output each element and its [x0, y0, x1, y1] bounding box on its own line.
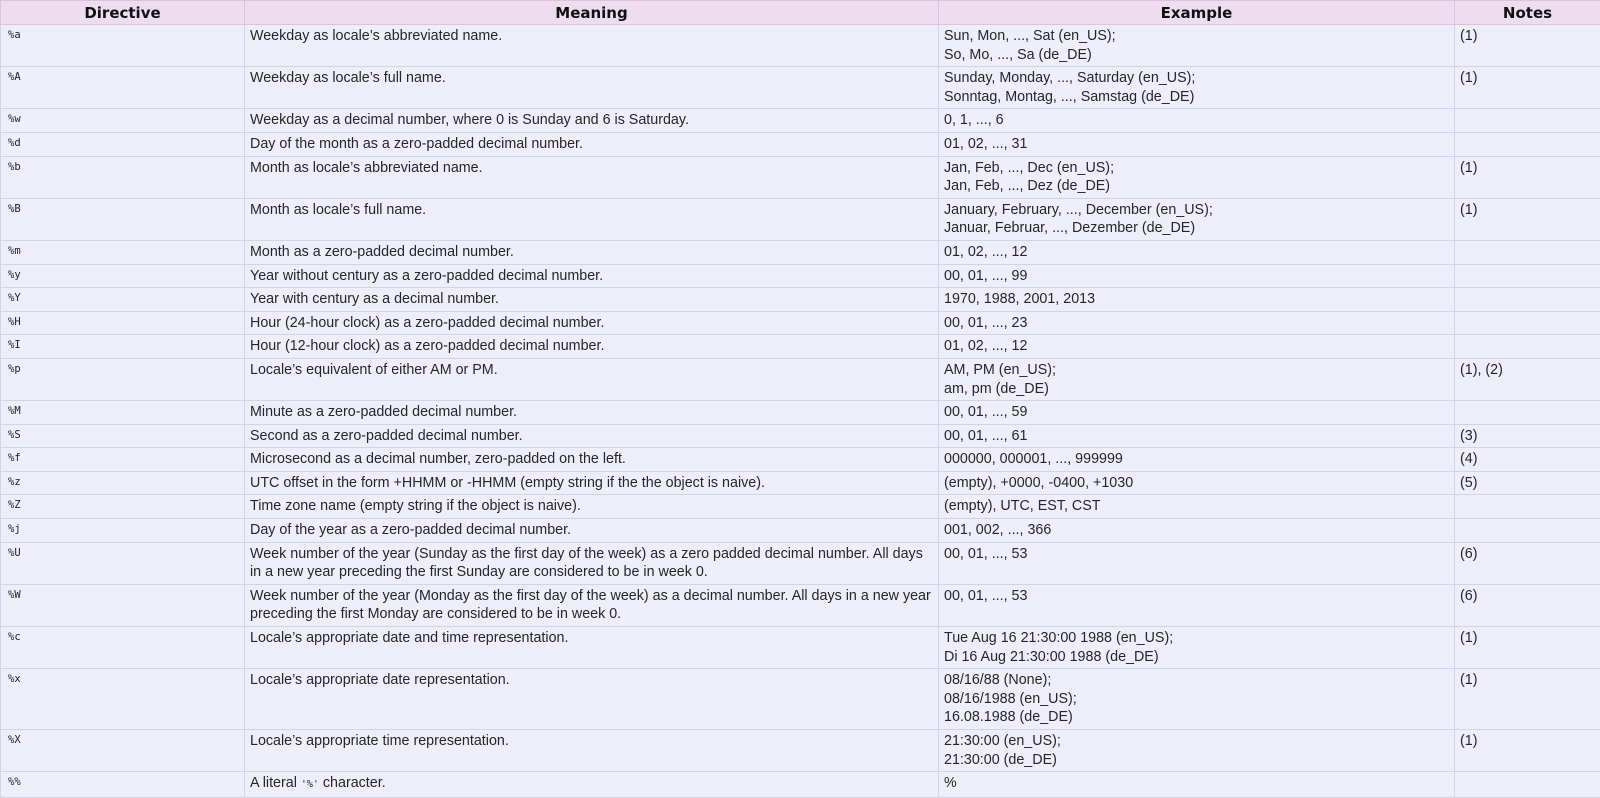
directive-notes: (6) — [1455, 542, 1600, 584]
table-row — [1, 198, 1600, 240]
table-row — [1, 448, 1600, 472]
example-line: 01, 02, ..., 31 — [944, 135, 1449, 154]
directive-example — [939, 401, 1455, 425]
directive-meaning: Day of the month as a zero-padded decimal number. — [245, 132, 939, 156]
directive-code: %c — [1, 627, 245, 669]
directive-example — [939, 627, 1455, 669]
directive-example — [939, 542, 1455, 584]
directive-meaning: Month as locale’s abbreviated name. — [245, 156, 939, 198]
literal-code: '%' — [301, 779, 319, 790]
table-row — [1, 627, 1600, 669]
directive-notes — [1455, 240, 1600, 264]
directive-code: %d — [1, 132, 245, 156]
directive-example — [939, 288, 1455, 312]
directive-meaning: Second as a zero-padded decimal number. — [245, 424, 939, 448]
example-line: (empty), +0000, -0400, +1030 — [944, 474, 1449, 493]
table-row — [1, 288, 1600, 312]
example-line: So, Mo, ..., Sa (de_DE) — [944, 46, 1449, 65]
directive-meaning: Weekday as locale’s full name. — [245, 67, 939, 109]
directive-notes — [1455, 772, 1600, 798]
directive-code: %I — [1, 335, 245, 359]
table-row — [1, 495, 1600, 519]
example-line: 1970, 1988, 2001, 2013 — [944, 290, 1449, 309]
example-line: am, pm (de_DE) — [944, 380, 1449, 399]
header-notes: Notes — [1455, 1, 1600, 25]
directive-notes: (1) — [1455, 669, 1600, 730]
table-row — [1, 264, 1600, 288]
table-row — [1, 542, 1600, 584]
directive-meaning: Year without century as a zero-padded decimal number. — [245, 264, 939, 288]
directive-code: %x — [1, 669, 245, 730]
meaning-text: A literal — [250, 775, 301, 791]
directive-example — [939, 132, 1455, 156]
directive-code: %m — [1, 240, 245, 264]
example-line: 01, 02, ..., 12 — [944, 243, 1449, 262]
directive-meaning: Locale’s appropriate time representation. — [245, 730, 939, 772]
directive-code: %W — [1, 584, 245, 626]
directive-example — [939, 335, 1455, 359]
directive-meaning: Microsecond as a decimal number, zero-padded on the left. — [245, 448, 939, 472]
directive-meaning: Time zone name (empty string if the object is naive). — [245, 495, 939, 519]
table-row — [1, 730, 1600, 772]
header-directive: Directive — [1, 1, 245, 25]
directive-code: %j — [1, 519, 245, 543]
directive-code: %b — [1, 156, 245, 198]
directive-notes — [1455, 264, 1600, 288]
directive-meaning: Hour (24-hour clock) as a zero-padded decimal number. — [245, 311, 939, 335]
directive-meaning: UTC offset in the form +HHMM or -HHMM (empty string if the the object is naive). — [245, 471, 939, 495]
table-header — [1, 1, 1600, 25]
directive-code: %U — [1, 542, 245, 584]
example-line: Jan, Feb, ..., Dec (en_US); — [944, 159, 1449, 178]
directive-meaning: Year with century as a decimal number. — [245, 288, 939, 312]
directive-meaning: Hour (12-hour clock) as a zero-padded decimal number. — [245, 335, 939, 359]
directive-example — [939, 156, 1455, 198]
table-row — [1, 772, 1600, 798]
meaning-text: character. — [319, 775, 386, 791]
directive-meaning: Weekday as a decimal number, where 0 is Sunday and 6 is Saturday. — [245, 109, 939, 133]
directive-notes — [1455, 401, 1600, 425]
directive-code: %H — [1, 311, 245, 335]
directive-example — [939, 772, 1455, 798]
directive-code: %S — [1, 424, 245, 448]
example-line: % — [944, 774, 1449, 793]
directive-notes: (1) — [1455, 730, 1600, 772]
directive-code: %z — [1, 471, 245, 495]
directive-code: %M — [1, 401, 245, 425]
example-line: (empty), UTC, EST, CST — [944, 497, 1449, 516]
directive-code: %y — [1, 264, 245, 288]
directive-meaning: Week number of the year (Monday as the first day of the week) as a decimal number. All days in a new year preceding the first Monday are considered to be in week 0. — [245, 584, 939, 626]
directive-example — [939, 264, 1455, 288]
header-example: Example — [939, 1, 1455, 25]
example-line: 0, 1, ..., 6 — [944, 111, 1449, 130]
example-line: 00, 01, ..., 23 — [944, 314, 1449, 333]
table-row — [1, 424, 1600, 448]
table-row — [1, 132, 1600, 156]
directive-example — [939, 240, 1455, 264]
example-line: Januar, Februar, ..., Dezember (de_DE) — [944, 219, 1449, 238]
directive-example — [939, 109, 1455, 133]
directive-example — [939, 448, 1455, 472]
example-line: Sunday, Monday, ..., Saturday (en_US); — [944, 69, 1449, 88]
directive-notes: (1), (2) — [1455, 358, 1600, 400]
directive-example — [939, 730, 1455, 772]
example-line: 00, 01, ..., 61 — [944, 427, 1449, 446]
directive-code: %A — [1, 67, 245, 109]
table-row — [1, 240, 1600, 264]
example-line: 21:30:00 (en_US); — [944, 732, 1449, 751]
directive-code: %X — [1, 730, 245, 772]
example-line: 00, 01, ..., 53 — [944, 587, 1449, 606]
table-row — [1, 25, 1600, 67]
directive-meaning: Week number of the year (Sunday as the first day of the week) as a zero padded decimal number. All days in a new year preceding the first Sunday are considered to be in week 0. — [245, 542, 939, 584]
table-row — [1, 311, 1600, 335]
directive-code: %a — [1, 25, 245, 67]
table-row — [1, 669, 1600, 730]
directive-notes — [1455, 288, 1600, 312]
directive-meaning: Weekday as locale’s abbreviated name. — [245, 25, 939, 67]
table-row — [1, 335, 1600, 359]
directive-meaning: Month as a zero-padded decimal number. — [245, 240, 939, 264]
example-line: Jan, Feb, ..., Dez (de_DE) — [944, 177, 1449, 196]
directive-notes — [1455, 109, 1600, 133]
directive-notes — [1455, 519, 1600, 543]
example-line: Tue Aug 16 21:30:00 1988 (en_US); — [944, 629, 1449, 648]
table-body — [1, 25, 1600, 798]
header-meaning: Meaning — [245, 1, 939, 25]
directive-code: %B — [1, 198, 245, 240]
example-line: 01, 02, ..., 12 — [944, 337, 1449, 356]
example-line: Sun, Mon, ..., Sat (en_US); — [944, 27, 1449, 46]
table-row — [1, 519, 1600, 543]
example-line: 21:30:00 (de_DE) — [944, 751, 1449, 770]
directive-notes: (1) — [1455, 198, 1600, 240]
example-line: 000000, 000001, ..., 999999 — [944, 450, 1449, 469]
table-row — [1, 584, 1600, 626]
directive-code: %% — [1, 772, 245, 798]
directive-notes — [1455, 311, 1600, 335]
directive-example — [939, 519, 1455, 543]
header-row — [1, 1, 1600, 25]
table-row — [1, 109, 1600, 133]
directive-meaning: Month as locale’s full name. — [245, 198, 939, 240]
directive-example — [939, 358, 1455, 400]
directive-notes: (1) — [1455, 627, 1600, 669]
directive-example — [939, 67, 1455, 109]
directive-example — [939, 25, 1455, 67]
directive-meaning: Minute as a zero-padded decimal number. — [245, 401, 939, 425]
directive-code: %w — [1, 109, 245, 133]
directive-meaning: Locale’s appropriate date and time representation. — [245, 627, 939, 669]
example-line: 00, 01, ..., 53 — [944, 545, 1449, 564]
table-row — [1, 156, 1600, 198]
directive-example — [939, 584, 1455, 626]
example-line: 00, 01, ..., 99 — [944, 267, 1449, 286]
example-line: Sonntag, Montag, ..., Samstag (de_DE) — [944, 88, 1449, 107]
directive-meaning: Locale’s appropriate date representation. — [245, 669, 939, 730]
table-row — [1, 67, 1600, 109]
directive-notes: (3) — [1455, 424, 1600, 448]
example-line: 00, 01, ..., 59 — [944, 403, 1449, 422]
directive-notes: (1) — [1455, 156, 1600, 198]
directive-meaning — [245, 772, 939, 798]
directive-notes: (6) — [1455, 584, 1600, 626]
directive-example — [939, 424, 1455, 448]
directive-meaning: Locale’s equivalent of either AM or PM. — [245, 358, 939, 400]
directive-code: %p — [1, 358, 245, 400]
directive-example — [939, 471, 1455, 495]
directive-notes: (5) — [1455, 471, 1600, 495]
directive-example — [939, 311, 1455, 335]
example-line: 08/16/1988 (en_US); — [944, 690, 1449, 709]
example-line: 001, 002, ..., 366 — [944, 521, 1449, 540]
table-row — [1, 358, 1600, 400]
directive-notes: (1) — [1455, 67, 1600, 109]
directive-example — [939, 495, 1455, 519]
directive-code: %f — [1, 448, 245, 472]
directive-code: %Y — [1, 288, 245, 312]
directive-notes: (1) — [1455, 25, 1600, 67]
example-line: Di 16 Aug 21:30:00 1988 (de_DE) — [944, 648, 1449, 667]
directive-notes — [1455, 495, 1600, 519]
directive-notes: (4) — [1455, 448, 1600, 472]
directive-notes — [1455, 132, 1600, 156]
table-row — [1, 401, 1600, 425]
directive-example — [939, 669, 1455, 730]
directive-meaning: Day of the year as a zero-padded decimal number. — [245, 519, 939, 543]
directive-example — [939, 198, 1455, 240]
example-line: January, February, ..., December (en_US); — [944, 201, 1449, 220]
directive-code: %Z — [1, 495, 245, 519]
example-line: 16.08.1988 (de_DE) — [944, 708, 1449, 727]
example-line: AM, PM (en_US); — [944, 361, 1449, 380]
directive-notes — [1455, 335, 1600, 359]
table-row — [1, 471, 1600, 495]
example-line: 08/16/88 (None); — [944, 671, 1449, 690]
